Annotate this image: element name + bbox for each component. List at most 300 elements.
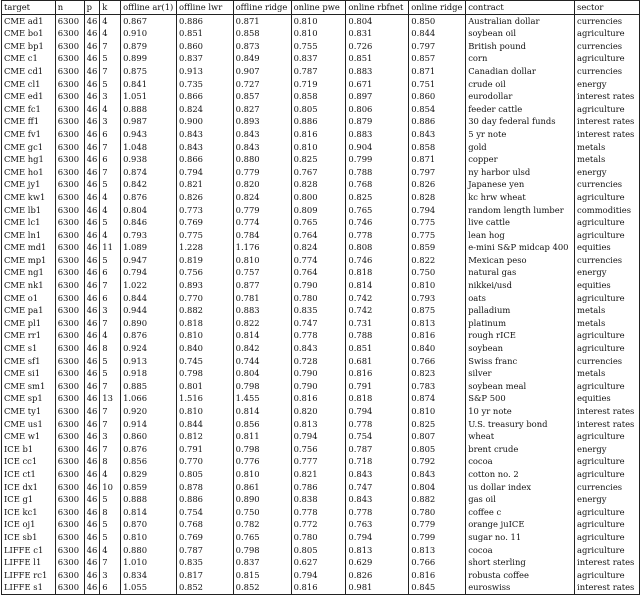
table-cell: CME pl1 (2, 317, 56, 330)
table-cell: 46 (84, 544, 100, 557)
table-cell: 5 (100, 355, 121, 368)
table-cell: 0.790 (291, 380, 346, 393)
table-cell: CME md1 (2, 241, 56, 254)
table-cell: energy (575, 493, 640, 506)
column-header: contract (466, 1, 575, 15)
table-cell: 0.811 (233, 430, 291, 443)
table-cell: 0.681 (346, 355, 409, 368)
table-cell: 0.816 (409, 329, 466, 342)
table-cell: 0.837 (291, 52, 346, 65)
table-cell: CME sm1 (2, 380, 56, 393)
table-cell: 0.805 (291, 544, 346, 557)
table-cell: 6 (100, 581, 121, 594)
table-cell: 0.824 (177, 103, 234, 116)
table-cell: 8 (100, 455, 121, 468)
table-cell: currencies (575, 40, 640, 53)
table-cell: 46 (84, 581, 100, 594)
table-cell: 46 (84, 191, 100, 204)
table-cell: 0.778 (291, 506, 346, 519)
table-row (2, 380, 640, 393)
table-cell: 0.764 (291, 266, 346, 279)
table-cell: 0.838 (291, 493, 346, 506)
table-cell: 0.814 (233, 329, 291, 342)
table-cell: 0.731 (346, 317, 409, 330)
table-cell: 6300 (55, 355, 84, 368)
table-cell: 0.798 (233, 443, 291, 456)
table-cell: 0.849 (233, 52, 291, 65)
table-cell: 3 (100, 90, 121, 103)
table-cell: Mexican peso (466, 254, 575, 267)
table-cell: 46 (84, 229, 100, 242)
table-cell: 11 (100, 241, 121, 254)
table-cell: 0.747 (346, 481, 409, 494)
table-row (2, 292, 640, 305)
table-cell: 0.794 (291, 569, 346, 582)
table-cell: LIFFE l1 (2, 556, 56, 569)
table-cell: 0.822 (233, 317, 291, 330)
table-cell: 0.843 (409, 128, 466, 141)
table-cell: 6300 (55, 27, 84, 40)
table-cell: 0.837 (233, 556, 291, 569)
table-cell: 0.765 (291, 216, 346, 229)
table-cell: agriculture (575, 216, 640, 229)
table-cell: 0.810 (291, 141, 346, 154)
table-cell: soybean oil (466, 27, 575, 40)
table-cell: currencies (575, 355, 640, 368)
table-cell: 0.841 (121, 78, 177, 91)
table-cell: currencies (575, 254, 640, 267)
table-cell: 0.798 (177, 367, 234, 380)
table-cell: 0.769 (177, 216, 234, 229)
table-cell: 46 (84, 569, 100, 582)
table-cell: ICE cc1 (2, 455, 56, 468)
table-cell: 0.794 (121, 266, 177, 279)
table-cell: 0.766 (409, 355, 466, 368)
table-cell: 0.808 (346, 241, 409, 254)
table-cell: 0.786 (291, 481, 346, 494)
table-cell: 46 (84, 14, 100, 27)
table-cell: agriculture (575, 292, 640, 305)
table-cell: 0.814 (233, 405, 291, 418)
table-cell: Swiss franc (466, 355, 575, 368)
table-cell: 5 (100, 531, 121, 544)
table-cell: 0.812 (177, 430, 234, 443)
table-cell: 6300 (55, 569, 84, 582)
table-cell: 0.728 (291, 355, 346, 368)
table-cell: 0.860 (121, 430, 177, 443)
table-cell: 0.843 (409, 468, 466, 481)
table-cell: 0.798 (233, 380, 291, 393)
table-cell: 0.719 (291, 78, 346, 91)
table-cell: 0.788 (346, 166, 409, 179)
table-cell: 46 (84, 317, 100, 330)
table-cell: 8 (100, 342, 121, 355)
table-cell: 0.793 (121, 229, 177, 242)
table-cell: 0.780 (291, 292, 346, 305)
table-row (2, 52, 640, 65)
table-cell: 0.879 (121, 40, 177, 53)
table-row (2, 216, 640, 229)
table-cell: 0.875 (409, 304, 466, 317)
table-cell: ICE sb1 (2, 531, 56, 544)
table-cell: 0.754 (177, 506, 234, 519)
table-cell: 0.882 (409, 493, 466, 506)
table-row (2, 405, 640, 418)
table-cell: 0.774 (233, 216, 291, 229)
table-cell: 0.844 (121, 292, 177, 305)
table-cell: 0.873 (233, 40, 291, 53)
table-cell: 5 (100, 52, 121, 65)
table-cell: 3 (100, 304, 121, 317)
column-header: offline ridge (233, 1, 291, 15)
table-cell: 1.089 (121, 241, 177, 254)
table-cell: 7 (100, 279, 121, 292)
table-row (2, 443, 640, 456)
table-cell: CME lb1 (2, 204, 56, 217)
table-row (2, 204, 640, 217)
table-cell: 0.857 (409, 52, 466, 65)
table-cell: natural gas (466, 266, 575, 279)
table-row (2, 178, 640, 191)
table-cell: 0.813 (291, 418, 346, 431)
table-cell: 0.754 (346, 430, 409, 443)
table-cell: 0.805 (291, 103, 346, 116)
table-cell: 46 (84, 405, 100, 418)
table-cell: orange juICE (466, 518, 575, 531)
table-cell: 0.779 (233, 166, 291, 179)
table-row (2, 254, 640, 267)
table-cell: 0.888 (121, 493, 177, 506)
table-cell: 10 (100, 481, 121, 494)
table-cell: 0.859 (121, 481, 177, 494)
table-row (2, 241, 640, 254)
table-cell: 46 (84, 556, 100, 569)
table-cell: 5 (100, 216, 121, 229)
table-row (2, 518, 640, 531)
table-cell: 46 (84, 266, 100, 279)
table-body (2, 14, 640, 594)
table-cell: 1.455 (233, 392, 291, 405)
table-row (2, 468, 640, 481)
table-cell: 0.823 (409, 367, 466, 380)
table-cell: 0.907 (233, 65, 291, 78)
table-cell: 6300 (55, 241, 84, 254)
table-cell: 0.792 (409, 455, 466, 468)
table-cell: 1.176 (233, 241, 291, 254)
table-cell: CME mp1 (2, 254, 56, 267)
table-cell: 0.813 (346, 544, 409, 557)
table-cell: CME hg1 (2, 153, 56, 166)
table-cell: soybean meal (466, 380, 575, 393)
table-cell: palladium (466, 304, 575, 317)
table-cell: agriculture (575, 229, 640, 242)
table-cell: 6300 (55, 304, 84, 317)
table-cell: 6 (100, 128, 121, 141)
table-cell: 5 (100, 78, 121, 91)
table-cell: 0.791 (177, 443, 234, 456)
table-cell: 0.799 (409, 531, 466, 544)
table-row (2, 481, 640, 494)
table-cell: 6300 (55, 115, 84, 128)
table-cell: agriculture (575, 430, 640, 443)
table-cell: 0.852 (233, 581, 291, 594)
table-row (2, 531, 640, 544)
table-cell: 6300 (55, 292, 84, 305)
table-cell: 0.821 (291, 468, 346, 481)
table-cell: 0.878 (177, 481, 234, 494)
table-cell: 6300 (55, 166, 84, 179)
table-cell: 0.845 (409, 581, 466, 594)
column-header: sector (575, 1, 640, 15)
table-cell: 46 (84, 153, 100, 166)
table-row (2, 65, 640, 78)
table-cell: 7 (100, 405, 121, 418)
table-cell: 6300 (55, 430, 84, 443)
table-cell: 0.794 (409, 204, 466, 217)
table-cell: 0.816 (291, 392, 346, 405)
table-cell: 0.842 (233, 342, 291, 355)
table-cell: agriculture (575, 506, 640, 519)
table-row (2, 355, 640, 368)
table-cell: 6300 (55, 14, 84, 27)
table-cell: 0.768 (346, 178, 409, 191)
table-cell: 0.627 (291, 556, 346, 569)
table-cell: CME fv1 (2, 128, 56, 141)
table-cell: equities (575, 392, 640, 405)
table-cell: 0.775 (409, 216, 466, 229)
table-cell: brent crude (466, 443, 575, 456)
table-cell: 46 (84, 531, 100, 544)
table-row (2, 90, 640, 103)
table-cell: agriculture (575, 518, 640, 531)
table-cell: 0.756 (291, 443, 346, 456)
table-cell: 0.806 (346, 103, 409, 116)
table-cell: 0.824 (291, 241, 346, 254)
table-cell: CME kw1 (2, 191, 56, 204)
table-cell: metals (575, 317, 640, 330)
table-cell: 46 (84, 481, 100, 494)
table-cell: 0.780 (291, 531, 346, 544)
table-cell: 46 (84, 292, 100, 305)
table-cell: CME c1 (2, 52, 56, 65)
table-row (2, 569, 640, 582)
table-cell: 0.793 (409, 292, 466, 305)
table-cell: 0.804 (233, 367, 291, 380)
table-cell: 0.798 (233, 544, 291, 557)
table-cell: 0.876 (121, 191, 177, 204)
table-cell: 0.844 (409, 27, 466, 40)
table-cell: 6300 (55, 216, 84, 229)
table-cell: 3 (100, 430, 121, 443)
table-cell: ICE ct1 (2, 468, 56, 481)
table-cell: 46 (84, 204, 100, 217)
table-cell: 0.820 (233, 178, 291, 191)
table-cell: 0.783 (409, 380, 466, 393)
table-cell: 0.810 (291, 27, 346, 40)
table-cell: 0.874 (121, 166, 177, 179)
table-cell: 13 (100, 392, 121, 405)
table-cell: 0.814 (121, 506, 177, 519)
table-cell: 0.671 (346, 78, 409, 91)
table-cell: 0.782 (233, 518, 291, 531)
table-cell: 6300 (55, 266, 84, 279)
table-row (2, 279, 640, 292)
table-cell: CME o1 (2, 292, 56, 305)
table-cell: 7 (100, 317, 121, 330)
table-cell: 0.913 (177, 65, 234, 78)
column-header: online rbfnet (346, 1, 409, 15)
table-row (2, 191, 640, 204)
table-cell: 0.893 (233, 115, 291, 128)
table-cell: 7 (100, 166, 121, 179)
table-cell: 6300 (55, 65, 84, 78)
table-cell: 0.813 (409, 317, 466, 330)
table-cell: soybean (466, 342, 575, 355)
table-cell: 46 (84, 279, 100, 292)
table-cell: 6300 (55, 78, 84, 91)
table-cell: 0.810 (233, 468, 291, 481)
table-cell: 0.794 (177, 166, 234, 179)
table-cell: corn (466, 52, 575, 65)
column-header: online pwe (291, 1, 346, 15)
table-cell: 10 yr note (466, 405, 575, 418)
table-cell: 6300 (55, 178, 84, 191)
table-cell: 0.856 (233, 418, 291, 431)
table-cell: 0.773 (177, 204, 234, 217)
table-cell: 0.810 (121, 531, 177, 544)
table-cell: 46 (84, 90, 100, 103)
table-cell: 6300 (55, 392, 84, 405)
table-cell: 0.899 (121, 52, 177, 65)
table-cell: 0.810 (233, 254, 291, 267)
table-cell: 6300 (55, 254, 84, 267)
table-cell: British pound (466, 40, 575, 53)
table-cell: 0.870 (121, 518, 177, 531)
table-cell: 0.828 (291, 178, 346, 191)
table-cell: agriculture (575, 329, 640, 342)
table-cell: 0.763 (346, 518, 409, 531)
table-cell: 0.804 (346, 14, 409, 27)
table-cell: 0.843 (346, 468, 409, 481)
table-cell: 46 (84, 52, 100, 65)
table-cell: 0.947 (121, 254, 177, 267)
table-cell: 0.874 (409, 392, 466, 405)
table-cell: gold (466, 141, 575, 154)
table-cell: 0.825 (291, 153, 346, 166)
table-cell: equities (575, 241, 640, 254)
table-cell: LIFFE c1 (2, 544, 56, 557)
table-cell: 46 (84, 367, 100, 380)
table-row (2, 14, 640, 27)
table-cell: 0.860 (177, 40, 234, 53)
table-cell: 0.629 (346, 556, 409, 569)
table-row (2, 128, 640, 141)
column-header: offline lwr (177, 1, 234, 15)
table-cell: equities (575, 279, 640, 292)
table-cell: energy (575, 166, 640, 179)
table-cell: 0.826 (409, 178, 466, 191)
table-cell: CME sp1 (2, 392, 56, 405)
table-cell: 4 (100, 204, 121, 217)
table-cell: CME fc1 (2, 103, 56, 116)
table-cell: 1.022 (121, 279, 177, 292)
table-cell: 0.816 (346, 367, 409, 380)
table-cell: lean hog (466, 229, 575, 242)
table-cell: interest rates (575, 418, 640, 431)
table-cell: short sterling (466, 556, 575, 569)
table-cell: 0.778 (346, 229, 409, 242)
table-cell: 6300 (55, 481, 84, 494)
table-cell: CME cl1 (2, 78, 56, 91)
table-cell: 6300 (55, 342, 84, 355)
table-cell: wheat (466, 430, 575, 443)
table-cell: 6300 (55, 52, 84, 65)
table-cell: interest rates (575, 556, 640, 569)
table-cell: 4 (100, 329, 121, 342)
table-cell: agriculture (575, 191, 640, 204)
table-cell: 46 (84, 65, 100, 78)
table-row (2, 581, 640, 594)
table-cell: interest rates (575, 128, 640, 141)
table-cell: 46 (84, 380, 100, 393)
table-cell: 6300 (55, 153, 84, 166)
table-cell: 0.810 (177, 329, 234, 342)
table-cell: 0.890 (121, 317, 177, 330)
table-cell: 0.810 (177, 405, 234, 418)
table-cell: 0.843 (177, 128, 234, 141)
table-cell: 3 (100, 569, 121, 582)
table-cell: ICE dx1 (2, 481, 56, 494)
table-cell: 0.893 (177, 279, 234, 292)
table-cell: Japanese yen (466, 178, 575, 191)
table-cell: 0.914 (121, 418, 177, 431)
table-cell: 0.879 (346, 115, 409, 128)
table-cell: 0.727 (233, 78, 291, 91)
table-cell: 0.842 (121, 178, 177, 191)
table-cell: 46 (84, 103, 100, 116)
table-cell: 0.851 (346, 52, 409, 65)
table-row (2, 556, 640, 569)
table-row (2, 78, 640, 91)
table-cell: 1.048 (121, 141, 177, 154)
table-cell: 0.774 (291, 254, 346, 267)
table-cell: 0.816 (291, 128, 346, 141)
table-cell: cotton no. 2 (466, 468, 575, 481)
table-cell: silver (466, 367, 575, 380)
table-cell: CME jy1 (2, 178, 56, 191)
table-cell: 0.810 (291, 14, 346, 27)
table-cell: 46 (84, 40, 100, 53)
table-cell: 0.781 (233, 292, 291, 305)
table-cell: 0.876 (121, 443, 177, 456)
table-cell: CME lc1 (2, 216, 56, 229)
table-cell: agriculture (575, 52, 640, 65)
table-cell: 3 (100, 115, 121, 128)
table-cell: 0.831 (346, 27, 409, 40)
table-cell: 6 (100, 153, 121, 166)
table-cell: 6300 (55, 455, 84, 468)
table-cell: 0.746 (346, 254, 409, 267)
table-cell: agriculture (575, 468, 640, 481)
table-cell: nikkei/usd (466, 279, 575, 292)
table-cell: 0.866 (177, 90, 234, 103)
table-cell: 6300 (55, 544, 84, 557)
table-cell: 0.826 (177, 191, 234, 204)
table-row (2, 329, 640, 342)
table-cell: 0.778 (291, 329, 346, 342)
table-cell: 0.726 (346, 40, 409, 53)
table-cell: 7 (100, 141, 121, 154)
